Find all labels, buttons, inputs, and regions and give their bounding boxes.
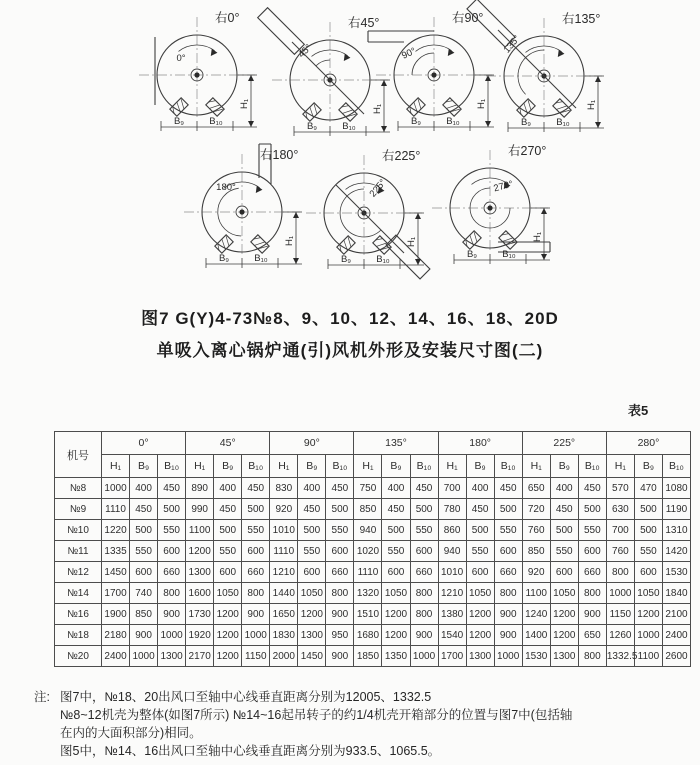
model-cell: №11 <box>55 541 102 562</box>
table-cell: 550 <box>578 520 606 541</box>
table-cell: 450 <box>410 478 438 499</box>
figure-title <box>0 303 700 367</box>
table-cell: 600 <box>326 541 354 562</box>
table-cell: 800 <box>578 646 606 667</box>
b9-dim-label: B₉ <box>340 254 352 265</box>
table-cell: 470 <box>634 478 662 499</box>
table-cell: 1300 <box>186 562 214 583</box>
sub-header: B₉ <box>298 455 326 478</box>
b9-dim-label: B₉ <box>410 116 422 127</box>
table-cell: 1080 <box>662 478 690 499</box>
orientation-label: 右180° <box>260 148 299 162</box>
table-cell: 1900 <box>102 604 130 625</box>
table-cell: 660 <box>410 562 438 583</box>
model-cell: №9 <box>55 499 102 520</box>
table-cell: 2000 <box>270 646 298 667</box>
table-cell: 1400 <box>522 625 550 646</box>
table-cell: 1210 <box>270 562 298 583</box>
model-cell: №16 <box>55 604 102 625</box>
table-cell: 650 <box>578 625 606 646</box>
b9-dim-label: B₉ <box>306 121 318 132</box>
table-cell: 2180 <box>102 625 130 646</box>
sub-header: B₉ <box>130 455 158 478</box>
table-cell: 1530 <box>522 646 550 667</box>
table-cell: 500 <box>158 499 186 520</box>
table-cell: 1700 <box>102 583 130 604</box>
table-cell: 1050 <box>550 583 578 604</box>
table-cell: 1530 <box>662 562 690 583</box>
table-cell: 1650 <box>270 604 298 625</box>
table-cell: 650 <box>522 478 550 499</box>
table-cell: 1100 <box>186 520 214 541</box>
h1-dim-label: H₁ <box>284 235 295 247</box>
table-row <box>55 562 691 583</box>
table-cell: 450 <box>466 499 494 520</box>
table-cell: 450 <box>158 478 186 499</box>
dimensions-table <box>54 431 691 667</box>
angle-value: 180° <box>216 182 236 193</box>
table-cell: 760 <box>606 541 634 562</box>
table-cell: 1100 <box>522 583 550 604</box>
h1-dim-label: H₁ <box>406 236 417 248</box>
table-cell: 550 <box>382 541 410 562</box>
table-cell: 2100 <box>662 604 690 625</box>
table-cell: 800 <box>578 583 606 604</box>
table-cell: 500 <box>578 499 606 520</box>
angle-group-header: 180° <box>438 432 522 455</box>
angle-group-header: 280° <box>606 432 690 455</box>
table-cell: 1000 <box>606 583 634 604</box>
sub-header: B₁₀ <box>662 455 690 478</box>
table-cell: 450 <box>298 499 326 520</box>
table-cell: 1240 <box>522 604 550 625</box>
angle-value: 270° <box>492 178 515 195</box>
table-cell: 1380 <box>438 604 466 625</box>
table-cell: 1210 <box>438 583 466 604</box>
b9-dim-label: B₉ <box>173 116 185 127</box>
table-cell: 1000 <box>130 646 158 667</box>
table-cell: 1510 <box>354 604 382 625</box>
table-cell: 1020 <box>354 541 382 562</box>
table-cell: 800 <box>326 583 354 604</box>
angle-group-header: 90° <box>270 432 354 455</box>
table-cell: 900 <box>494 604 522 625</box>
sub-header: B₉ <box>634 455 662 478</box>
table-cell: 1300 <box>466 646 494 667</box>
table-cell: 450 <box>130 499 158 520</box>
table-cell: 400 <box>550 478 578 499</box>
table-row <box>55 625 691 646</box>
table-cell: 900 <box>410 625 438 646</box>
model-cell: №20 <box>55 646 102 667</box>
b9-dim-label: B₉ <box>520 117 532 128</box>
table-cell: 550 <box>242 520 270 541</box>
table-cell: 1320 <box>354 583 382 604</box>
orientation-label: 右0° <box>215 11 240 25</box>
table-row <box>55 604 691 625</box>
table-cell: 600 <box>130 562 158 583</box>
table-cell: 1000 <box>242 625 270 646</box>
angle-group-header: 45° <box>186 432 270 455</box>
table-cell: 800 <box>494 583 522 604</box>
table-cell: 800 <box>158 583 186 604</box>
h1-dim-label: H₁ <box>476 98 487 110</box>
orientation-label: 右270° <box>508 144 547 158</box>
table-cell: 2600 <box>662 646 690 667</box>
note-line: №8~12机壳为整体(如图7所示) №14~16起吊转子的约1/4机壳开箱部分的位置与图7中(包括轴 <box>60 708 573 722</box>
table-cell: 1300 <box>550 646 578 667</box>
table-cell: 1540 <box>438 625 466 646</box>
table-cell: 1840 <box>662 583 690 604</box>
table-cell: 550 <box>158 520 186 541</box>
table-cell: 1200 <box>466 604 494 625</box>
table-cell: 1050 <box>634 583 662 604</box>
table-cell: 500 <box>326 499 354 520</box>
angle-value: 45° <box>296 42 315 61</box>
sub-header: H₁ <box>270 455 298 478</box>
table-cell: 1350 <box>382 646 410 667</box>
table-cell: 500 <box>298 520 326 541</box>
table-cell: 850 <box>354 499 382 520</box>
sub-header: B₁₀ <box>326 455 354 478</box>
table-cell: 800 <box>242 583 270 604</box>
table-cell: 600 <box>242 541 270 562</box>
table-cell: 900 <box>326 646 354 667</box>
table-cell: 1850 <box>354 646 382 667</box>
table-cell: 500 <box>382 520 410 541</box>
table-cell: 850 <box>130 604 158 625</box>
model-cell: №12 <box>55 562 102 583</box>
sub-header: B₉ <box>466 455 494 478</box>
table-cell: 400 <box>130 478 158 499</box>
table-cell: 1050 <box>466 583 494 604</box>
sub-header: H₁ <box>102 455 130 478</box>
sub-header: B₁₀ <box>494 455 522 478</box>
model-cell: №18 <box>55 625 102 646</box>
table-cell: 500 <box>410 499 438 520</box>
b9-dim-label: B₉ <box>466 249 478 260</box>
h1-dim-label: H₁ <box>586 99 597 111</box>
angle-group-header: 225° <box>522 432 606 455</box>
table-cell: 1450 <box>298 646 326 667</box>
sub-header: B₁₀ <box>578 455 606 478</box>
table-cell: 740 <box>130 583 158 604</box>
table-cell: 1000 <box>494 646 522 667</box>
table-cell: 1450 <box>102 562 130 583</box>
table-cell: 660 <box>242 562 270 583</box>
table-cell: 1332.5 <box>606 646 634 667</box>
table-cell: 900 <box>578 604 606 625</box>
model-cell: №10 <box>55 520 102 541</box>
table-cell: 1200 <box>550 625 578 646</box>
orientation-label: 右90° <box>452 11 484 25</box>
table-cell: 450 <box>550 499 578 520</box>
model-cell: №8 <box>55 478 102 499</box>
table-cell: 1200 <box>382 604 410 625</box>
model-cell: №14 <box>55 583 102 604</box>
b10-dim-label: B₁₀ <box>556 117 570 128</box>
sub-header: B₉ <box>382 455 410 478</box>
table-cell: 450 <box>242 478 270 499</box>
table-cell: 900 <box>326 604 354 625</box>
table-cell: 2400 <box>102 646 130 667</box>
table-cell: 1300 <box>158 646 186 667</box>
table-cell: 1200 <box>550 604 578 625</box>
table-cell: 1050 <box>382 583 410 604</box>
table-cell: 400 <box>214 478 242 499</box>
angle-group-header: 135° <box>354 432 438 455</box>
b10-dim-label: B₁₀ <box>376 254 390 265</box>
sub-header: H₁ <box>522 455 550 478</box>
table-cell: 900 <box>130 625 158 646</box>
table-cell: 550 <box>298 541 326 562</box>
table-cell: 1920 <box>186 625 214 646</box>
sub-header: B₁₀ <box>410 455 438 478</box>
h1-dim-label: H₁ <box>239 98 250 110</box>
b10-dim-label: B₁₀ <box>446 116 460 127</box>
table-cell: 600 <box>382 562 410 583</box>
table-cell: 1830 <box>270 625 298 646</box>
table-cell: 1600 <box>186 583 214 604</box>
table-cell: 660 <box>326 562 354 583</box>
table-row <box>55 499 691 520</box>
table-cell: 550 <box>466 541 494 562</box>
table-cell: 450 <box>578 478 606 499</box>
sub-header: H₁ <box>438 455 466 478</box>
b9-dim-label: B₉ <box>218 253 230 264</box>
table-cell: 1000 <box>410 646 438 667</box>
sub-header: H₁ <box>186 455 214 478</box>
table-cell: 950 <box>326 625 354 646</box>
table-cell: 550 <box>550 541 578 562</box>
table-cell: 900 <box>158 604 186 625</box>
table-cell: 550 <box>494 520 522 541</box>
table-cell: 2400 <box>662 625 690 646</box>
table-cell: 800 <box>410 583 438 604</box>
table-cell: 2170 <box>186 646 214 667</box>
table-cell: 600 <box>410 541 438 562</box>
orientation-label: 右45° <box>348 16 380 30</box>
table-cell: 400 <box>466 478 494 499</box>
table-cell: 660 <box>494 562 522 583</box>
table-cell: 450 <box>382 499 410 520</box>
table-cell: 1200 <box>214 625 242 646</box>
table-cell: 600 <box>550 562 578 583</box>
table-corner-header: 机号 <box>55 432 102 478</box>
table-cell: 400 <box>382 478 410 499</box>
table-row <box>55 520 691 541</box>
table-cell: 500 <box>634 520 662 541</box>
sub-header: B₉ <box>214 455 242 478</box>
table-cell: 1200 <box>382 625 410 646</box>
table-cell: 860 <box>438 520 466 541</box>
table-cell: 1000 <box>634 625 662 646</box>
orientation-label: 右225° <box>382 149 421 163</box>
table-cell: 600 <box>634 562 662 583</box>
sub-header: B₉ <box>550 455 578 478</box>
figure-title-line1: 图7 G(Y)4-73№8、9、10、12、14、16、18、20D <box>141 309 559 328</box>
table-cell: 500 <box>242 499 270 520</box>
table-cell: 1150 <box>242 646 270 667</box>
table-cell: 450 <box>494 478 522 499</box>
table-cell: 830 <box>270 478 298 499</box>
fan-orientation-diagram-270deg <box>410 128 580 298</box>
table-cell: 1680 <box>354 625 382 646</box>
table-cell: 500 <box>550 520 578 541</box>
table-cell: 1110 <box>102 499 130 520</box>
table-cell: 600 <box>494 541 522 562</box>
sub-header: B₁₀ <box>242 455 270 478</box>
note-line <box>34 688 684 706</box>
table-cell: 550 <box>326 520 354 541</box>
note-prefix: 注: <box>34 690 50 704</box>
table-cell: 400 <box>298 478 326 499</box>
h1-dim-label: H₁ <box>532 231 543 243</box>
table-cell: 1260 <box>606 625 634 646</box>
table-cell: 550 <box>130 541 158 562</box>
table-cell: 920 <box>522 562 550 583</box>
table-cell: 600 <box>578 541 606 562</box>
table-cell: 900 <box>494 625 522 646</box>
angle-group-header: 0° <box>102 432 186 455</box>
table-cell: 1200 <box>186 541 214 562</box>
table-cell: 1200 <box>466 625 494 646</box>
table-cell: 760 <box>522 520 550 541</box>
table-cell: 900 <box>242 604 270 625</box>
table-cell: 800 <box>606 562 634 583</box>
table-cell: 660 <box>578 562 606 583</box>
table-cell: 1000 <box>102 478 130 499</box>
table-cell: 500 <box>466 520 494 541</box>
table-cell: 940 <box>354 520 382 541</box>
table-cell: 1010 <box>270 520 298 541</box>
table-cell: 700 <box>606 520 634 541</box>
table-cell: 1310 <box>662 520 690 541</box>
table-cell: 570 <box>606 478 634 499</box>
table-cell: 600 <box>158 541 186 562</box>
note-line: 图5中，№14、16出风口至轴中心线垂直距离分别为933.5、1065.5。 <box>60 744 441 758</box>
table-cell: 600 <box>466 562 494 583</box>
table-cell: 1200 <box>214 646 242 667</box>
table-cell: 600 <box>214 562 242 583</box>
table-cell: 1190 <box>662 499 690 520</box>
table-cell: 1150 <box>606 604 634 625</box>
table-cell: 1050 <box>298 583 326 604</box>
angle-value: 135° <box>501 33 523 56</box>
table-cell: 550 <box>214 541 242 562</box>
table-cell: 720 <box>522 499 550 520</box>
table-cell: 1110 <box>354 562 382 583</box>
table-cell: 1220 <box>102 520 130 541</box>
table-cell: 550 <box>634 541 662 562</box>
angle-value: 225° <box>367 177 389 200</box>
table-cell: 1700 <box>438 646 466 667</box>
table-cell: 1200 <box>634 604 662 625</box>
table-cell: 1200 <box>298 604 326 625</box>
table-cell: 850 <box>522 541 550 562</box>
note-text: 图7中，№18、20出风口至轴中心线垂直距离分别为12005、1332.5 <box>60 690 432 704</box>
note-line: 在内的大面积部分)相同。 <box>60 726 202 740</box>
table-cell: 940 <box>438 541 466 562</box>
table-cell: 990 <box>186 499 214 520</box>
b10-dim-label: B₁₀ <box>254 253 268 264</box>
sub-header: H₁ <box>354 455 382 478</box>
b10-dim-label: B₁₀ <box>502 249 516 260</box>
sub-header: H₁ <box>606 455 634 478</box>
table-cell: 1440 <box>270 583 298 604</box>
table-caption: 表5 <box>628 403 649 418</box>
angle-value: 90° <box>400 45 418 62</box>
table-row <box>55 478 691 499</box>
table-cell: 500 <box>214 520 242 541</box>
table-cell: 890 <box>186 478 214 499</box>
notes <box>34 688 684 760</box>
table-cell: 1730 <box>186 604 214 625</box>
table-cell: 1050 <box>214 583 242 604</box>
table-cell: 600 <box>298 562 326 583</box>
b10-dim-label: B₁₀ <box>342 121 356 132</box>
b10-dim-label: B₁₀ <box>209 116 223 127</box>
table-row <box>55 646 691 667</box>
angle-value: 0° <box>176 53 186 64</box>
h1-dim-label: H₁ <box>372 103 383 115</box>
table-cell: 1100 <box>634 646 662 667</box>
table-cell: 800 <box>410 604 438 625</box>
table-cell: 450 <box>326 478 354 499</box>
figure-title-line2: 单吸入离心锅炉通(引)风机外形及安装尺寸图(二) <box>156 341 544 360</box>
orientation-label: 右135° <box>562 12 601 26</box>
table-cell: 1420 <box>662 541 690 562</box>
table-row <box>55 583 691 604</box>
table-cell: 500 <box>634 499 662 520</box>
table-cell: 1200 <box>214 604 242 625</box>
table-cell: 1110 <box>270 541 298 562</box>
table-cell: 920 <box>270 499 298 520</box>
table-cell: 550 <box>410 520 438 541</box>
table-cell: 1000 <box>158 625 186 646</box>
table-cell: 450 <box>214 499 242 520</box>
table-cell: 750 <box>354 478 382 499</box>
table-cell: 500 <box>494 499 522 520</box>
table-cell: 660 <box>158 562 186 583</box>
table-cell: 1010 <box>438 562 466 583</box>
table-cell: 630 <box>606 499 634 520</box>
table-cell: 500 <box>130 520 158 541</box>
table-cell: 1335 <box>102 541 130 562</box>
table-cell: 1300 <box>298 625 326 646</box>
sub-header: B₁₀ <box>158 455 186 478</box>
table-row <box>55 541 691 562</box>
table-cell: 700 <box>438 478 466 499</box>
table-cell: 780 <box>438 499 466 520</box>
